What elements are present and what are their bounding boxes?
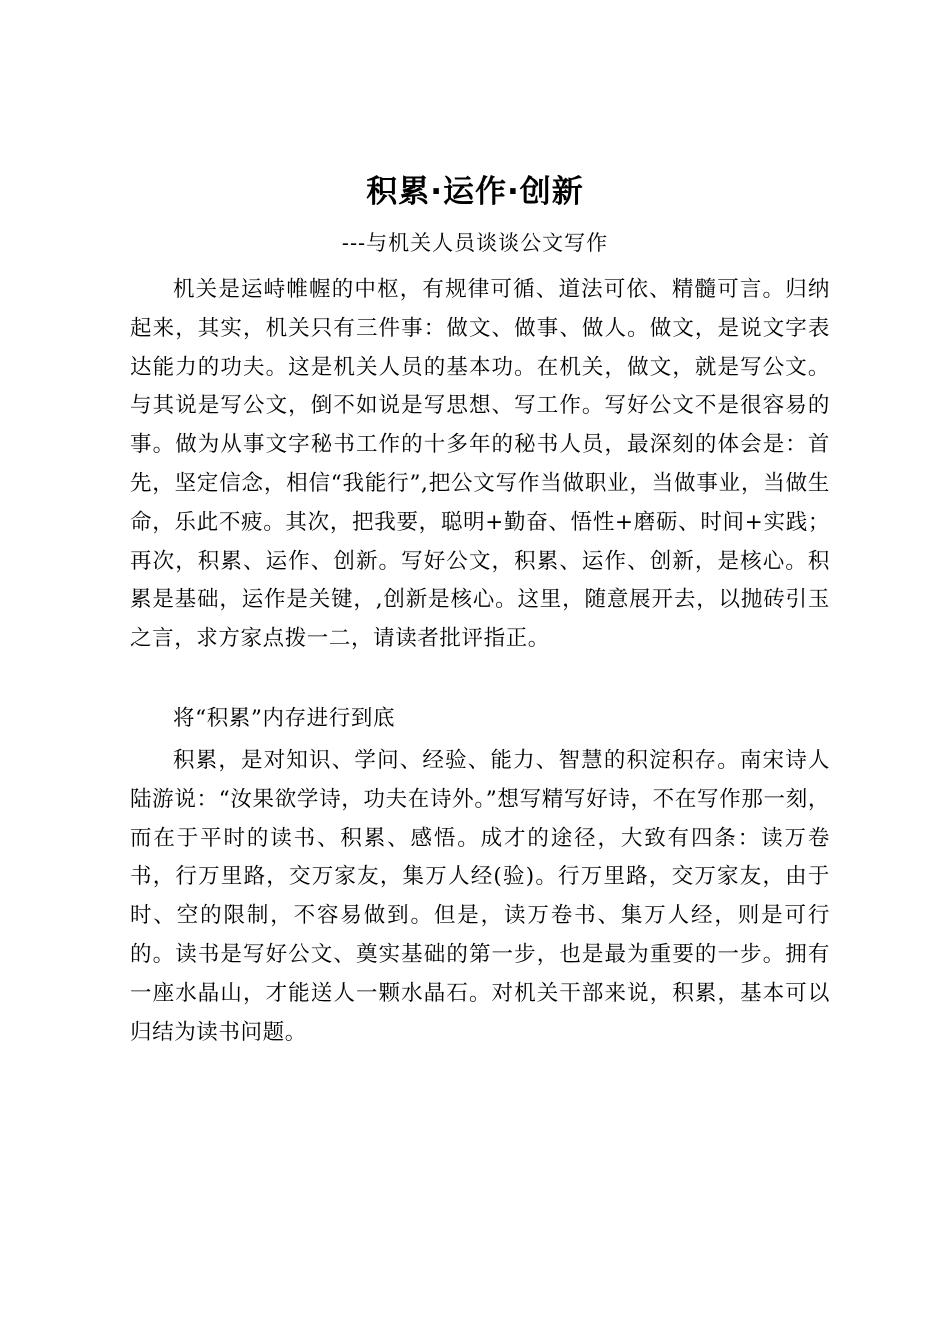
body-paragraph-2-container [130, 742, 830, 1052]
body-paragraph-1-container [130, 271, 830, 659]
body-paragraph: 积累，是对知识、学问、经验、能力、智慧的积淀积存。南宋诗人陆游说：“汝果欲学诗，功夫在诗外。”想写精写好诗，不在写作那一刻，而在于平时的读书、积累、感悟。成才的途径，大致有四条：读万卷书，行万里路，交万家友，集万人经(验)。行万里路，交万家友，由于时、空的限制，不容易做到。但是，读万卷书、集万人经，则是可行的。读书是写好公文、奠实基础的第一步，也是最为重要的一步。拥有一座水晶山，才能送人一颗水晶石。对机关干部来说，积累，基本可以归结为读书问题。 [130, 748, 830, 1045]
section-heading: 将“积累”内存进行到底 [173, 706, 396, 731]
document-title: 积累·运作·创新 [366, 174, 584, 210]
document-subtitle: ---与机关人员谈谈公文写作 [341, 231, 609, 255]
body-paragraph: 机关是运峙帷幄的中枢，有规律可循、道法可依、精髓可言。归纳起来，其实，机关只有三件事：做文、做事、做人。做文，是说文字表达能力的功夫。这是机关人员的基本功。在机关，做文，就是写公文。与其说是写公文，倒不如说是写思想、写工作。写好公文不是很容易的事。做为从事文字秘书工作的十多年的秘书人员，最深刻的体会是：首先，坚定信念，相信“我能行”,把公文写作当做职业，当做事业，当做生命，乐此不疲。其次，把我要，聪明+勤奋、悟性+磨砺、时间+实践；再次，积累、运作、创新。写好公文，积累、运作、创新，是核心。积累是基础，运作是关键，,创新是核心。这里，随意展开去，以抛砖引玉之言，求方家点拨一二，请读者批评指正。 [130, 277, 830, 652]
